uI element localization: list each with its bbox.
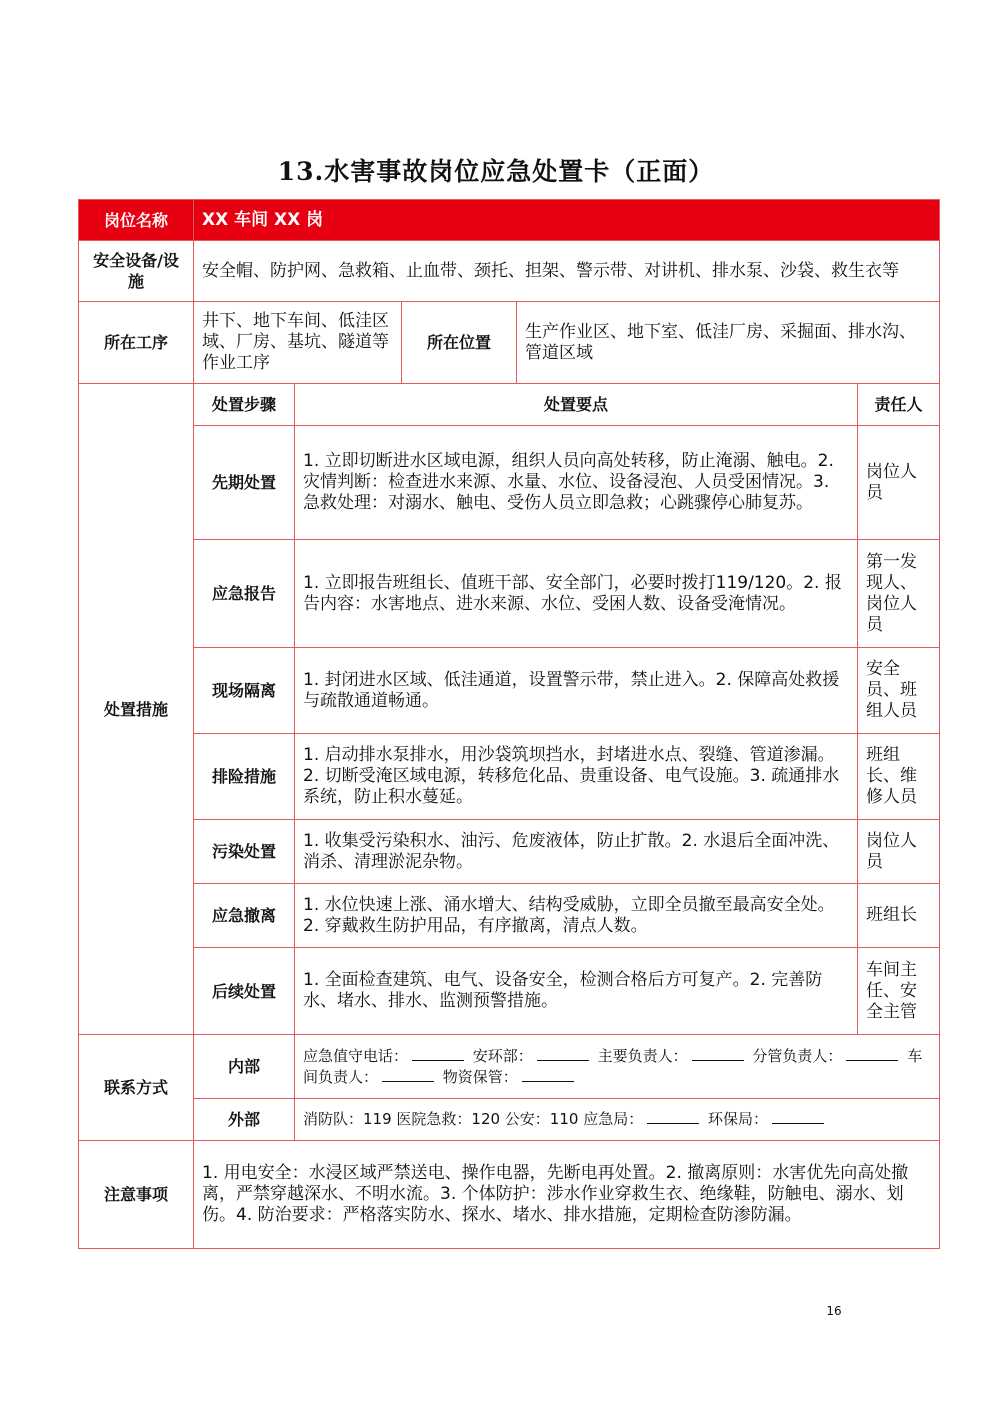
measure-person: 岗位人员 [858,426,940,540]
blank-field [382,1067,434,1082]
person-header: 责任人 [858,384,940,426]
contact-label: 联系方式 [79,1035,194,1141]
measure-points: 1. 封闭进水区域、低洼通道，设置警示带，禁止进入。2. 保障高处救援与疏散通道畅通。 [295,648,858,734]
step-header: 处置步骤 [194,384,295,426]
measure-person: 岗位人员 [858,820,940,884]
page-title: 13.水害事故岗位应急处置卡（正面） [277,157,715,186]
blank-field [522,1067,574,1082]
measure-row [79,884,940,948]
contact-item: 应急局： [583,1110,644,1128]
notes-label: 注意事项 [79,1141,194,1249]
blank-field [412,1046,464,1061]
measure-points: 1. 全面检查建筑、电气、设备安全，检测合格后方可复产。2. 完善防水、堵水、排水、监测预警措施。 [295,948,858,1035]
measure-points: 1. 启动排水泵排水，用沙袋筑坝挡水，封堵进水点、裂缝、管道渗漏。2. 切断受淹区域电源，转移危化品、贵重设备、电气设施。3. 疏通排水系统，防止积水蔓延。 [295,734,858,820]
page-number: 16 [826,1304,842,1318]
measure-row [79,820,940,884]
location-label: 所在位置 [402,302,517,384]
measure-step: 应急报告 [194,540,295,648]
blank-field [537,1046,589,1061]
measure-step: 现场隔离 [194,648,295,734]
measure-row [79,648,940,734]
contact-internal-row [79,1035,940,1099]
contact-item: 应急值守电话： [303,1046,409,1065]
measure-step: 应急撤离 [194,884,295,948]
process-value: 井下、地下车间、低洼区域、厂房、基坑、隧道等作业工序 [194,302,402,384]
measure-points: 1. 水位快速上涨、涌水增大、结构受威胁，立即全员撤至最高安全处。2. 穿戴救生防护用品，有序撤离，清点人数。 [295,884,858,948]
external-fixed-numbers: 消防队：119 医院急救：120 公安：110 [303,1110,584,1128]
measure-points: 1. 立即报告班组长、值班干部、安全部门，必要时拨打119/120。2. 报告内容：水害地点、进水来源、水位、受困人数、设备受淹情况。 [295,540,858,648]
measure-person: 第一发现人、岗位人员 [858,540,940,648]
notes-value: 1. 用电安全：水浸区域严禁送电、操作电器，先断电再处置。2. 撤离原则：水害优先向高处撤离，严禁穿越深水、不明水流。3. 个体防护：涉水作业穿救生衣、绝缘鞋，防触电、溺水、划伤。4. 防治要求：严格落实防水、探水、堵水、排水措施，定期检查防渗防漏。 [194,1141,940,1249]
blank-field [846,1046,898,1061]
points-header: 处置要点 [295,384,858,426]
process-label: 所在工序 [79,302,194,384]
contact-item: 安环部： [472,1046,533,1065]
measure-person: 安全员、班组人员 [858,648,940,734]
blank-field [692,1046,744,1061]
emergency-card-table [78,199,940,1249]
contact-item: 物资保管： [442,1067,518,1086]
post-row [79,200,940,241]
measure-step: 排险措施 [194,734,295,820]
measure-step: 先期处置 [194,426,295,540]
measure-row [79,540,940,648]
external-contacts [295,1099,940,1141]
measure-person: 车间主任、安全主管 [858,948,940,1035]
measures-header-row [79,384,940,426]
measure-row [79,734,940,820]
blank-field [647,1109,699,1124]
contact-item: 分管负责人： [752,1046,843,1065]
post-value: XX 车间 XX 岗 [194,200,940,241]
notes-row [79,1141,940,1249]
measure-step: 后续处置 [194,948,295,1035]
measure-row [79,426,940,540]
external-label: 外部 [194,1099,295,1141]
internal-contacts [295,1035,940,1099]
blank-field [772,1109,824,1124]
measure-points: 1. 立即切断进水区域电源，组织人员向高处转移，防止淹溺、触电。2. 灾情判断：检查进水来源、水量、水位、设备浸泡、人员受困情况。3. 急救处理：对溺水、触电、受伤人员立即急救；心跳骤停心肺复苏。 [295,426,858,540]
contact-item: 环保局： [708,1110,769,1128]
measure-row [79,948,940,1035]
contact-item: 主要负责人： [597,1046,688,1065]
post-label: 岗位名称 [79,200,194,241]
contact-item: 车间负责人： [303,1046,923,1086]
measure-person: 班组长 [858,884,940,948]
measures-label: 处置措施 [79,384,194,1035]
measure-step: 污染处置 [194,820,295,884]
equipment-row [79,241,940,302]
contact-external-row [79,1099,940,1141]
measure-points: 1. 收集受污染积水、油污、危废液体，防止扩散。2. 水退后全面冲洗、消杀、清理淤泥杂物。 [295,820,858,884]
process-location-row [79,302,940,384]
internal-label: 内部 [194,1035,295,1099]
equipment-value: 安全帽、防护网、急救箱、止血带、颈托、担架、警示带、对讲机、排水泵、沙袋、救生衣等 [194,241,940,302]
equipment-label: 安全设备/设施 [79,241,194,302]
location-value: 生产作业区、地下室、低洼厂房、采掘面、排水沟、管道区域 [517,302,940,384]
measure-person: 班组长、维修人员 [858,734,940,820]
